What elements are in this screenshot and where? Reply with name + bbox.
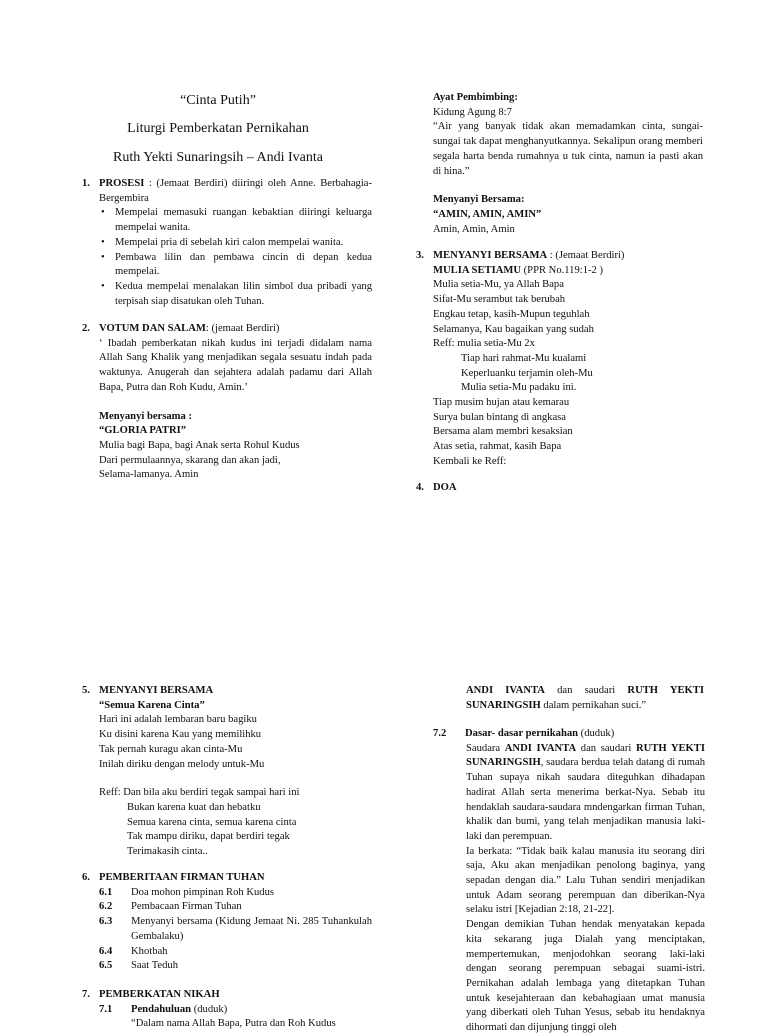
- section-firman: [82, 871, 372, 974]
- sing-label: Menyanyi Bersama:: [433, 194, 525, 206]
- section-heading: PEMBERKATAN NIKAH: [99, 989, 220, 1000]
- section-note: : (jemaat Berdiri): [205, 323, 280, 334]
- song-title: “Semua Karena Cinta”: [99, 699, 205, 711]
- votum-paragraph: ‘ Ibadah pemberkatan nikah kudus ini terjadi didalam nama Allah Sang Khalik yang menjadikan segala sesuatu indah pada waktunya. Anugerah dan sejahtera adalah padamu dari Allah Bapa, Putra dan Roh Kudu, Amin.’: [99, 337, 372, 393]
- song-line: Hari ini adalah lembaran baru bagiku: [99, 714, 257, 726]
- bride-name: RUTH YEKTI SUNARINGSIH: [466, 742, 705, 769]
- sub-item-title: Dasar- dasar pernikahan: [465, 728, 579, 739]
- bullet-item: • Mempelai memasuki ruangan kebaktian diiringi keluarga mempelai wanita.: [99, 206, 372, 235]
- song-ref: (PPR No.119:1-2 ): [521, 264, 604, 276]
- song-line: Engkau tetap, kasih-Mupun teguhlah: [433, 308, 590, 320]
- sub-item: [99, 886, 372, 901]
- section-note: : (Jemaat Berdiri): [547, 250, 625, 261]
- section-heading: VOTUM DAN SALAM: [99, 323, 206, 334]
- song-line: Mulia bagi Bapa, bagi Anak serta Rohul Kudus: [99, 439, 300, 451]
- doc-subtitle: Liturgi Pemberkatan Pernikahan: [127, 121, 309, 136]
- section-heading: MENYANYI BERSAMA: [433, 250, 548, 261]
- song-line: Tak pernah kuragu akan cinta-Mu: [99, 743, 243, 755]
- sub-item-text: Menyanyi bersama (Kidung Jemaat Ni. 285 Tuhankulah Gembalaku): [131, 916, 372, 942]
- section-number: 7.: [82, 989, 90, 1000]
- section-heading: PROSESI: [99, 178, 145, 189]
- sub-item-number: 7.2: [433, 728, 447, 739]
- song-line: Selama-lamanya. Amin: [99, 469, 199, 481]
- section-doa: [416, 481, 706, 496]
- sing-label: Menyanyi bersama :: [99, 410, 192, 422]
- sub-item-title: Pendahuluan: [131, 1003, 192, 1015]
- cut-line: “Dalam nama Allah Bapa, Putra dan Roh Kudus: [131, 1018, 336, 1030]
- song-line: Surya bulan bintang di angkasa: [433, 411, 566, 423]
- doc-title: “Cinta Putih”: [180, 93, 256, 108]
- text-run: dalam pernikahan suci.”: [540, 699, 647, 711]
- text-run: , saudara berdua telah datang di rumah Tuhan supaya nikah saudara diteguhkan dihadapan hadirat Allah serta menerima berkat-Nya. Sebab itu hendaklah saudara-saudara mndengarkan firman Tuhan, khalik dan bumi, yang telah menjadikan manusia laki-laki dan perempuan.: [466, 757, 705, 842]
- section-pemberkatan: [82, 988, 372, 1032]
- ayat-heading: Ayat Pembimbing:: [433, 92, 518, 103]
- sub-item-number: 6.2: [99, 901, 113, 913]
- text-run: dan saudari: [544, 685, 628, 696]
- section-heading: DOA: [433, 482, 457, 493]
- ayat-paragraph: “Air yang banyak tidak akan memadamkan cinta, sungai-sungai tak dapat menghanyutkannya. Sekalipun orang memberi segala harta benda rumahnya u tuk cinta, namun ia pasti akan di hina.”: [433, 121, 703, 177]
- reff-line: Mulia setia-Mu padaku ini.: [461, 382, 577, 394]
- section-menyanyi-3: [416, 249, 706, 470]
- song-line: Sifat-Mu serambut tak berubah: [433, 294, 566, 306]
- song-line: Kembali ke Reff:: [433, 455, 507, 467]
- sub-item-number: 6.1: [99, 886, 113, 898]
- song-line: Ku disini karena Kau yang memilihku: [99, 729, 262, 741]
- reff-line: Bukan karena kuat dan hebatku: [127, 801, 261, 813]
- sub-item-number: 6.3: [99, 916, 113, 928]
- section-note: : (Jemaat Berdiri) diiringi oleh Anne. Berbahagia-Bergembira: [99, 178, 372, 204]
- song-line: Bersama alam membri kesaksian: [433, 426, 573, 438]
- section-number: 1.: [82, 178, 90, 189]
- sub-item: [433, 727, 705, 742]
- bride-name: RUTH YEKTI SUNARINGSIH: [466, 685, 704, 711]
- couple-names: Ruth Yekti Sunaringsih – Andi Ivanta: [112, 150, 323, 165]
- song-title: MULIA SETIAMU: [433, 264, 521, 276]
- sub-item-note: (duduk): [578, 728, 615, 739]
- reff-line: Tiap hari rahmat-Mu kualami: [461, 352, 587, 364]
- sub-item-number: 6.4: [99, 945, 113, 957]
- ayat-ref: Kidung Agung 8:7: [433, 106, 512, 118]
- groom-name: ANDI IVANTA: [466, 685, 545, 696]
- section-menyanyi-5: [82, 684, 372, 860]
- section-number: 4.: [416, 482, 424, 493]
- bullet-item: • Pembawa lilin dan pembawa cincin di depan kedua mempelai.: [99, 251, 372, 280]
- dasar-paragraph: Ia berkata: “Tidak baik kalau manusia itu seorang diri saja, Aku akan menjadikan penolong baginya, yang sepadan dengan dia.” Lalu Tuhan sendiri menjadikan untuk Adam seorang perempuan dan diberikan-Nya selaku istri [Kejadian 2:18, 21-22].: [466, 845, 705, 916]
- song-title: “AMIN, AMIN, AMIN”: [433, 208, 542, 220]
- sub-item-number: 6.5: [99, 960, 113, 972]
- sub-section-dasar: [433, 727, 705, 1036]
- sub-item-text: Pembacaan Firman Tuhan: [131, 901, 242, 913]
- song-line: Amin, Amin, Amin: [433, 223, 515, 235]
- sub-item-text: Doa mohon pimpinan Roh Kudus: [131, 886, 275, 898]
- section-prosesi: [82, 177, 372, 309]
- reff-line: Reff: Dan bila aku berdiri tegak sampai hari ini: [99, 787, 300, 799]
- section-votum: [82, 322, 372, 483]
- sub-item-note: (duduk): [191, 1003, 228, 1015]
- reff-line: Terimakasih cinta..: [127, 846, 208, 858]
- section-heading: MENYANYI BERSAMA: [99, 685, 214, 696]
- text-run: dan saudari: [576, 742, 636, 754]
- sub-item-text: Khotbah: [131, 945, 168, 957]
- bullet-list: [99, 206, 372, 309]
- song-line: Selamanya, Kau bagaikan yang sudah: [433, 323, 594, 335]
- text-run: Saudara: [466, 742, 505, 754]
- song-line: Dari permulaannya, skarang dan akan jadi,: [99, 454, 281, 466]
- pendahuluan-continued: [466, 684, 704, 713]
- sub-item: [99, 1003, 372, 1018]
- sub-item: [99, 900, 372, 915]
- sub-item: [99, 959, 372, 974]
- bullet-item: • Mempelai pria di sebelah kiri calon mempelai wanita.: [99, 236, 372, 251]
- section-number: 3.: [416, 250, 424, 261]
- section-number: 6.: [82, 872, 90, 883]
- section-heading: PEMBERITAAN FIRMAN TUHAN: [99, 872, 265, 883]
- sub-item-text: Saat Teduh: [131, 960, 179, 972]
- bullet-item: • Kedua mempelai menalakan lilin simbol dua pribadi yang terpisah siap disatukan oleh Tuhan.: [99, 280, 372, 309]
- song-line: Inilah diriku dengan melody untuk-Mu: [99, 758, 265, 770]
- dasar-paragraph: Dengan demikian Tuhan hendak menyatakan kepada kita sekarang juga Dialah yang menciptakan, mempertemukan, menjodohkan seorang laki-laki dengan seorang perempuan sebagai suami-istri. Pernikahan adalah lembaga yang ditetapkan Tuhan untuk kesejahteraan dan kebahagiaan umat manusia yang diberkati oleh Tuhan Yesus, sebab itu hendaknya dihormati dan dijunjung tinggi oleh: [466, 919, 705, 1034]
- reff-line: Tak mampu diriku, dapat berdiri tegak: [127, 831, 290, 843]
- song-line: Reff: mulia setia-Mu 2x: [433, 338, 535, 350]
- groom-name: ANDI IVANTA: [504, 742, 577, 754]
- sub-item: [99, 945, 372, 960]
- sub-item: [99, 915, 372, 944]
- reff-line: Keperluanku terjamin oleh-Mu: [461, 367, 593, 379]
- ayat-block: [433, 91, 703, 237]
- song-title: “GLORIA PATRI”: [99, 425, 187, 437]
- section-number: 5.: [82, 685, 90, 696]
- sub-item-number: 7.1: [99, 1003, 113, 1015]
- song-line: Mulia setia-Mu, ya Allah Bapa: [433, 279, 564, 291]
- section-number: 2.: [82, 323, 90, 334]
- song-line: Tiap musim hujan atau kemarau: [433, 397, 570, 409]
- song-line: Atas setia, rahmat, kasih Bapa: [433, 441, 562, 453]
- reff-line: Semua karena cinta, semua karena cinta: [127, 816, 297, 828]
- dasar-paragraph: [466, 742, 705, 845]
